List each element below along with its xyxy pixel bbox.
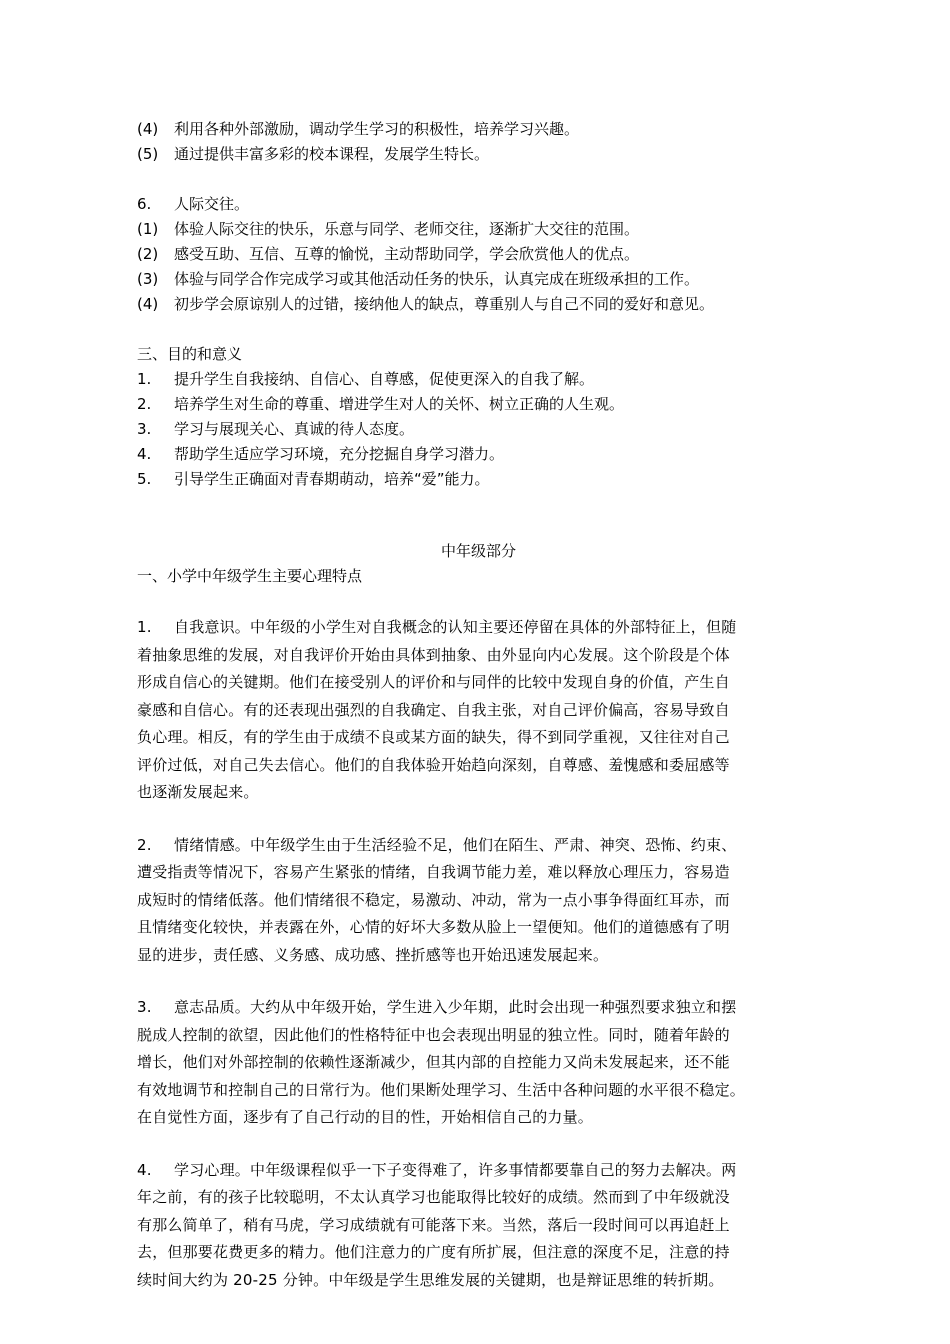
- paragraph-line: 增长，他们对外部控制的依赖性逐渐减少，但其内部的自控能力又尚未发展起来，还不能: [137, 1053, 730, 1071]
- section-interpersonal: [137, 192, 820, 317]
- list-item: [137, 292, 820, 317]
- paragraph-line: 负心理。相反，有的学生由于成绩不良或某方面的缺失，得不到同学重视，又往往对自己: [137, 728, 730, 746]
- section-middle-grade: [137, 539, 820, 1294]
- list-item: [137, 467, 820, 492]
- item-number: 5.: [137, 470, 152, 488]
- section-subtitle: 一、小学中年级学生主要心理特点: [137, 567, 363, 585]
- item-text: 培养学生对生命的尊重、增进学生对人的关怀、树立正确的人生观。: [174, 395, 625, 413]
- list-item: [137, 142, 820, 167]
- paragraph-line: 且情绪变化较快，并表露在外，心情的好坏大多数从脸上一望便知。他们的道德感有了明: [137, 918, 730, 936]
- item-number: (3): [137, 270, 159, 288]
- paragraph-line: 遭受指责等情况下，容易产生紧张的情绪，自我调节能力差，难以释放心理压力，容易造: [137, 863, 730, 881]
- item-text: 引导学生正确面对青春期萌动，培养“爱”能力。: [174, 470, 490, 488]
- list-item: [137, 392, 820, 417]
- part-title: 中年级部分: [440, 542, 516, 560]
- item-number: (2): [137, 245, 159, 263]
- item-number: 2.: [137, 395, 152, 413]
- paragraph-line: 有那么简单了，稍有马虎，学习成绩就有可能落下来。当然，落后一段时间可以再追赶上: [137, 1215, 730, 1234]
- list-item: [137, 442, 820, 467]
- paragraph-line: 显的进步，责任感、义务感、成功感、挫折感等也开始迅速发展起来。: [137, 945, 609, 964]
- item-text: 初步学会原谅别人的过错，接纳他人的缺点，尊重别人与自己不同的爱好和意见。: [174, 295, 715, 313]
- paragraph-line: 有效地调节和控制自己的日常行为。他们果断处理学习、生活中各种问题的水平很不稳定。: [137, 1080, 746, 1099]
- item-text: 体验与同学合作完成学习或其他活动任务的快乐，认真完成在班级承担的工作。: [174, 270, 700, 288]
- paragraph-line: 在自觉性方面，逐步有了自己行动的目的性，开始相信自己的力量。: [137, 1108, 594, 1126]
- list-item: [137, 417, 820, 442]
- list-item: [137, 367, 820, 392]
- item-text: 学习与展现关心、真诚的待人态度。: [174, 420, 415, 438]
- section-heading: [137, 192, 820, 217]
- item-text: 通过提供丰富多彩的校本课程，发展学生特长。: [174, 145, 490, 163]
- item-number: 3.: [137, 420, 152, 438]
- item-text: 感受互助、互信、互尊的愉悦，主动帮助同学，学会欣赏他人的优点。: [174, 245, 640, 263]
- paragraph-line: 评价过低，对自己失去信心。他们的自我体验开始趋向深刻，自尊感、羞愧感和委屈感等: [137, 755, 730, 774]
- section-purpose: [137, 342, 820, 492]
- paragraph-line: 豪感和自信心。有的还表现出强烈的自我确定、自我主张，对自己评价偏高，容易导致自: [137, 700, 730, 719]
- item-number: 1.: [137, 370, 152, 388]
- paragraph-line: 脱成人控制的欲望，因此他们的性格特征中也会表现出明显的独立性。同时，随着年龄的: [137, 1025, 730, 1044]
- paragraph-number: 1.: [137, 618, 152, 636]
- item-text: 利用各种外部激励，调动学生学习的积极性，培养学习兴趣。: [174, 120, 580, 138]
- paragraph-line: 4. 学习心理。中年级课程似乎一下子变得难了，许多事情都要靠自己的努力去解决。两: [137, 1157, 820, 1185]
- paragraph-line: 续时间大约为 20-25 分钟。中年级是学生思维发展的关键期，也是辩证思维的转折期。: [137, 1270, 724, 1289]
- list-item: [137, 267, 820, 292]
- paragraph-line: 去，但那要花费更多的精力。他们注意力的广度有所扩展，但注意的深度不足，注意的持: [137, 1243, 730, 1261]
- section-title: 三、目的和意义: [137, 345, 243, 363]
- list-item: [137, 217, 820, 242]
- item-number: (1): [137, 220, 159, 238]
- paragraph-line: 年之前，有的孩子比较聪明，不太认真学习也能取得比较好的成绩。然而到了中年级就没: [137, 1188, 730, 1206]
- list-item: [137, 117, 820, 142]
- paragraph-line: 成短时的情绪低落。他们情绪很不稳定，易激动、冲动，常为一点小事争得面红耳赤，而: [137, 890, 730, 909]
- section-title: 人际交往。: [174, 195, 250, 213]
- paragraph-emotion: [137, 832, 820, 970]
- item-text: 体验人际交往的快乐，乐意与同学、老师交往，逐渐扩大交往的范围。: [174, 220, 640, 238]
- list-a: [137, 117, 820, 167]
- paragraph-line: 也逐渐发展起来。: [137, 783, 259, 801]
- paragraph-line: 1. 自我意识。中年级的小学生对自我概念的认知主要还停留在具体的外部特征上，但随: [137, 614, 820, 642]
- paragraph-line: 3. 意志品质。大约从中年级开始，学生进入少年期，此时会出现一种强烈要求独立和摆: [137, 994, 820, 1022]
- item-number: (5): [137, 145, 159, 163]
- paragraph-line: 形成自信心的关键期。他们在接受别人的评价和与同伴的比较中发现自身的价值，产生自: [137, 673, 730, 691]
- list-item: [137, 242, 820, 267]
- paragraph-number: 4.: [137, 1160, 152, 1179]
- paragraph-line: 2. 情绪情感。中年级学生由于生活经验不足，他们在陌生、严肃、神突、恐怖、约束、: [137, 832, 820, 860]
- item-text: 帮助学生适应学习环境，充分挖掘自身学习潜力。: [174, 445, 505, 463]
- paragraph-willpower: [137, 994, 820, 1132]
- item-text: 提升学生自我接纳、自信心、自尊感，促使更深入的自我了解。: [174, 370, 595, 388]
- item-number: (4): [137, 295, 159, 313]
- item-number: (4): [137, 120, 159, 138]
- item-number: 4.: [137, 445, 152, 463]
- paragraph-line: 着抽象思维的发展，对自我评价开始由具体到抽象、由外显向内心发展。这个阶段是个体: [137, 645, 730, 664]
- paragraph-number: 3.: [137, 998, 152, 1016]
- section-number: 6.: [137, 195, 152, 213]
- paragraph-number: 2.: [137, 835, 152, 854]
- paragraph-learning: [137, 1157, 820, 1295]
- paragraph-self-awareness: [137, 614, 820, 807]
